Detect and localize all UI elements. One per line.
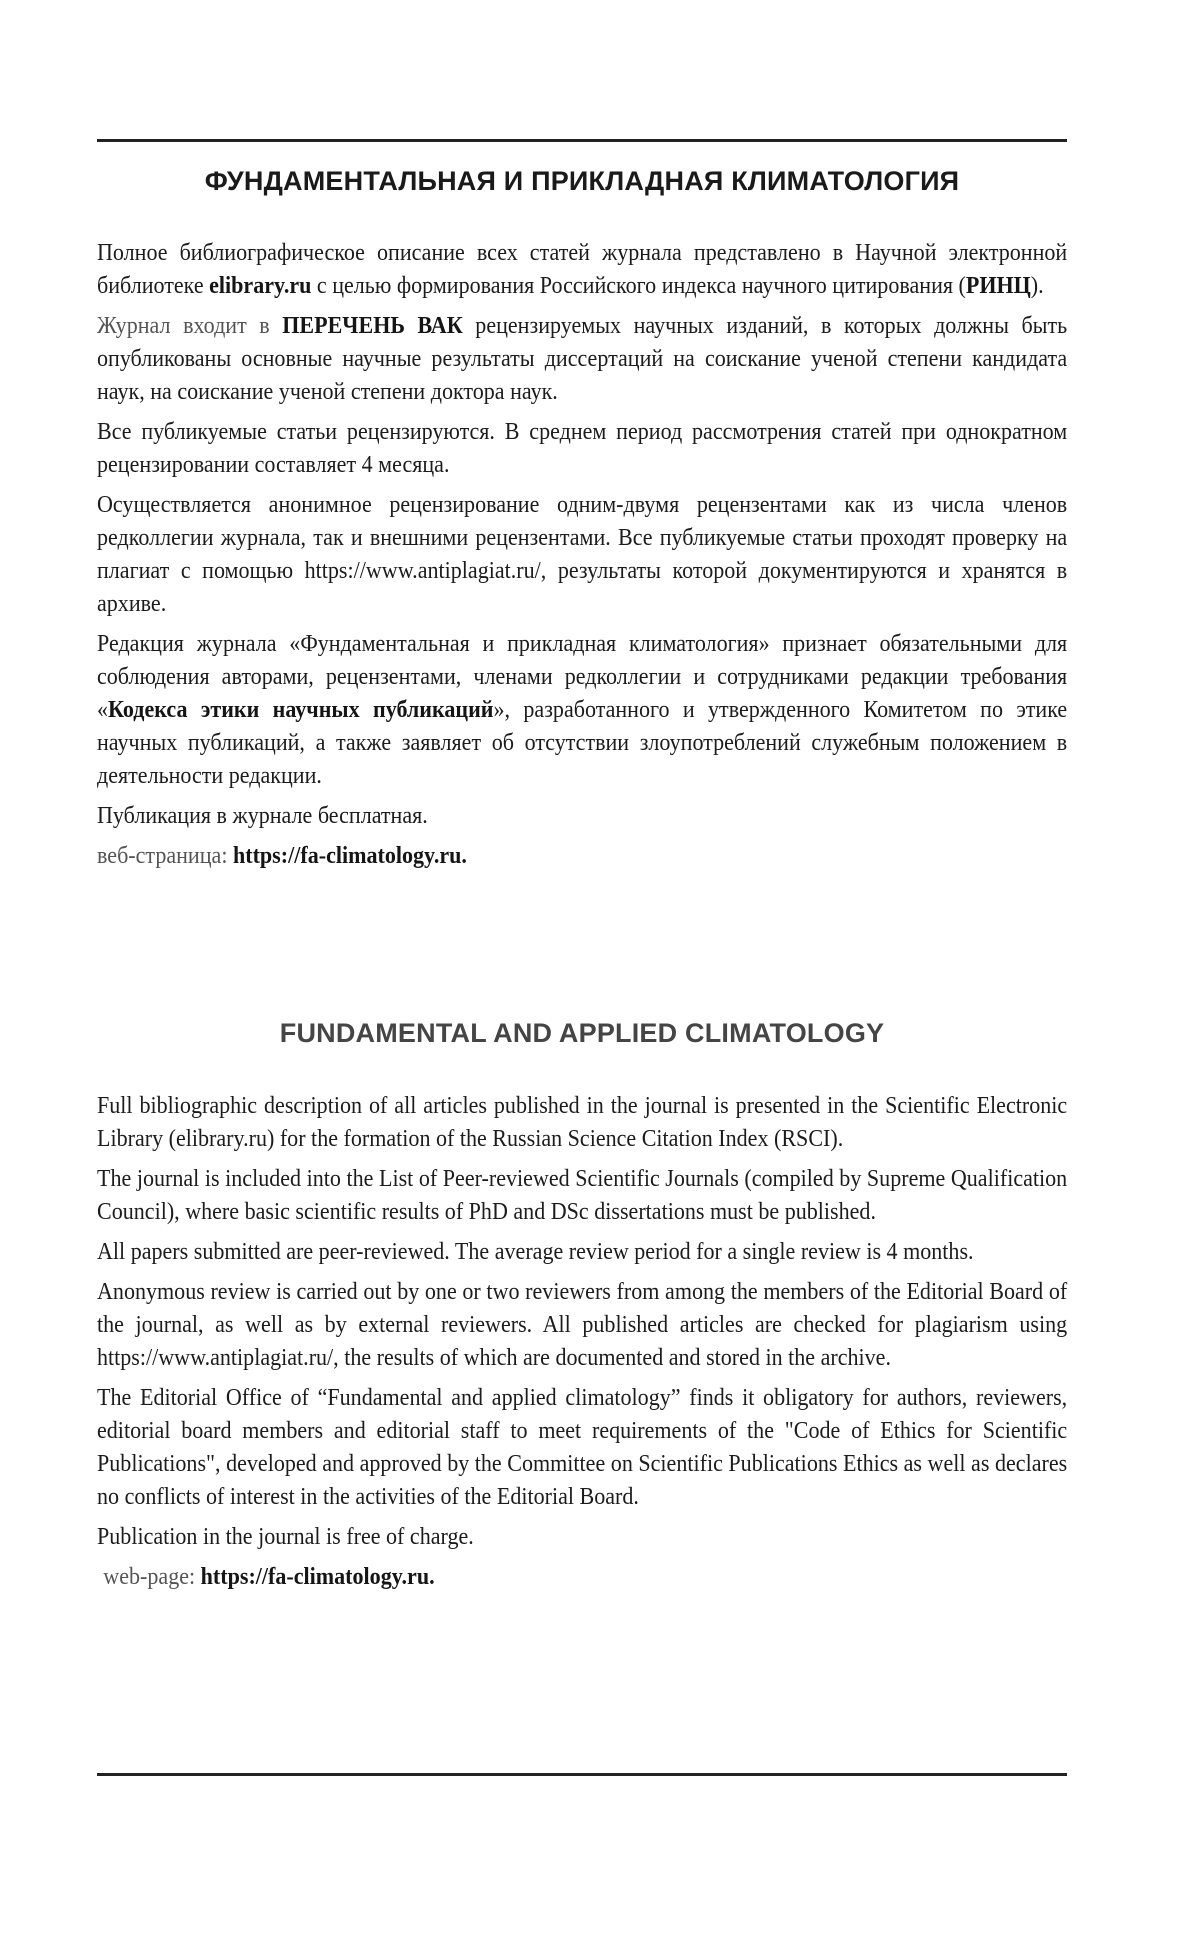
en-p5-text: The Editorial Office of “Fundamental and applied climatology” finds it obligatory for authors, reviewers, editorial board members and editorial staff to meet requirements of the "Code of Ethics for Scientific Publications", developed and approved by the Committee on Scientific Publications Ethics as well as declares no conflicts of interest in the activities of the Editorial Board. xyxy=(97,1384,1068,1510)
en-paragraph-ethics xyxy=(97,1381,1067,1513)
elibrary-bold-text: elibrary.ru xyxy=(209,272,312,299)
ru-paragraph-anonymous-review xyxy=(97,488,1067,620)
en-paragraph-review-period xyxy=(97,1235,1067,1268)
ru-paragraph-ethics xyxy=(97,627,1067,792)
ru-p4-text: Осуществляется анонимное рецензирование одним-двумя рецензентами как из числа членов редколлегии журнала, так и внешними рецензентами. Все публикуемые статьи проходят проверку на плагиат с помощью https://www.antiplagiat.ru/, результаты которой документируются и хранятся в архиве. xyxy=(97,491,1068,617)
ru-p2-rest: рецензируемых научных изданий, в которых должны быть опубликованы основные научные результаты диссертаций на соискание ученой степени кандидата наук, на соискание ученой степени доктора наук. xyxy=(97,312,1068,405)
russian-section xyxy=(97,236,1067,879)
ru-web-label: веб-страница: xyxy=(97,842,233,869)
ru-paragraph-free xyxy=(97,799,1067,832)
en-website-link[interactable]: https://fa-climatology.ru. xyxy=(200,1563,435,1590)
english-section xyxy=(97,1089,1067,1600)
top-horizontal-rule xyxy=(97,139,1067,142)
en-p1-text: Full bibliographic description of all articles published in the journal is presented in the Scientific Electronic Library (elibrary.ru) for the formation of the Russian Science Citation Index (RSCI). xyxy=(97,1092,1068,1152)
en-p2-text: The journal is included into the List of Peer-reviewed Scientific Journals (compiled by Supreme Qualification Council), where basic scientific results of PhD and DSc dissertations must be published. xyxy=(97,1165,1068,1225)
ru-paragraph-elibrary xyxy=(97,236,1067,302)
en-paragraph-webpage xyxy=(97,1560,1067,1593)
en-web-label: web-page: xyxy=(103,1563,201,1590)
en-p4-text: Anonymous review is carried out by one or two reviewers from among the members of the Editorial Board of the journal, as well as by external reviewers. All published articles are checked for plagiarism using https://www.antiplagiat.ru/, the results of which are documented and stored in the archive. xyxy=(97,1278,1068,1371)
en-p6-text: Publication in the journal is free of charge. xyxy=(97,1523,474,1550)
rinc-bold-text: РИНЦ xyxy=(965,272,1031,299)
ru-p1-text-after: ). xyxy=(1030,272,1044,299)
bottom-horizontal-rule xyxy=(97,1773,1067,1776)
ru-website-link[interactable]: https://fa-climatology.ru. xyxy=(232,842,467,869)
vak-list-bold-text: ПЕРЕЧЕНЬ ВАК xyxy=(282,312,463,339)
en-paragraph-elibrary xyxy=(97,1089,1067,1155)
ru-p5-text-after: », разработанного и утвержденного Комитетом по этике научных публикаций, а также заявляет об отсутствии злоупотреблений служебным положением в деятельности редакции. xyxy=(97,696,1068,789)
ru-p3-text: Все публикуемые статьи рецензируются. В среднем период рассмотрения статей при однократном рецензировании составляет 4 месяца. xyxy=(97,418,1068,478)
english-journal-title: FUNDAMENTAL AND APPLIED CLIMATOLOGY xyxy=(279,1018,885,1048)
ru-p2-lead: Журнал входит в xyxy=(97,312,283,339)
ru-p1-text-before: Полное библиографическое описание всех статей журнала представлено в Научной электронной библиотеке xyxy=(97,239,1068,299)
en-paragraph-anonymous-review xyxy=(97,1275,1067,1374)
russian-journal-title: ФУНДАМЕНТАЛЬНАЯ И ПРИКЛАДНАЯ КЛИМАТОЛОГИЯ xyxy=(204,166,960,196)
ru-p1-text-middle: с целью формирования Российского индекса научного цитирования ( xyxy=(311,272,966,299)
ru-paragraph-vak xyxy=(97,309,1067,408)
en-p3-text: All papers submitted are peer-reviewed. The average review period for a single review is 4 months. xyxy=(97,1238,974,1265)
ru-p5-text-before: Редакция журнала «Фундаментальная и прикладная климатология» признает обязательными для соблюдения авторами, рецензентами, членами редколлегии и сотрудниками редакции требования « xyxy=(97,630,1068,723)
ru-paragraph-review-period xyxy=(97,415,1067,481)
en-paragraph-vak xyxy=(97,1162,1067,1228)
ru-p6-text: Публикация в журнале бесплатная. xyxy=(97,802,428,829)
ethics-code-bold-text: Кодекса этики научных публикаций xyxy=(108,696,494,723)
ru-paragraph-webpage xyxy=(97,839,1067,872)
en-paragraph-free xyxy=(97,1520,1067,1553)
